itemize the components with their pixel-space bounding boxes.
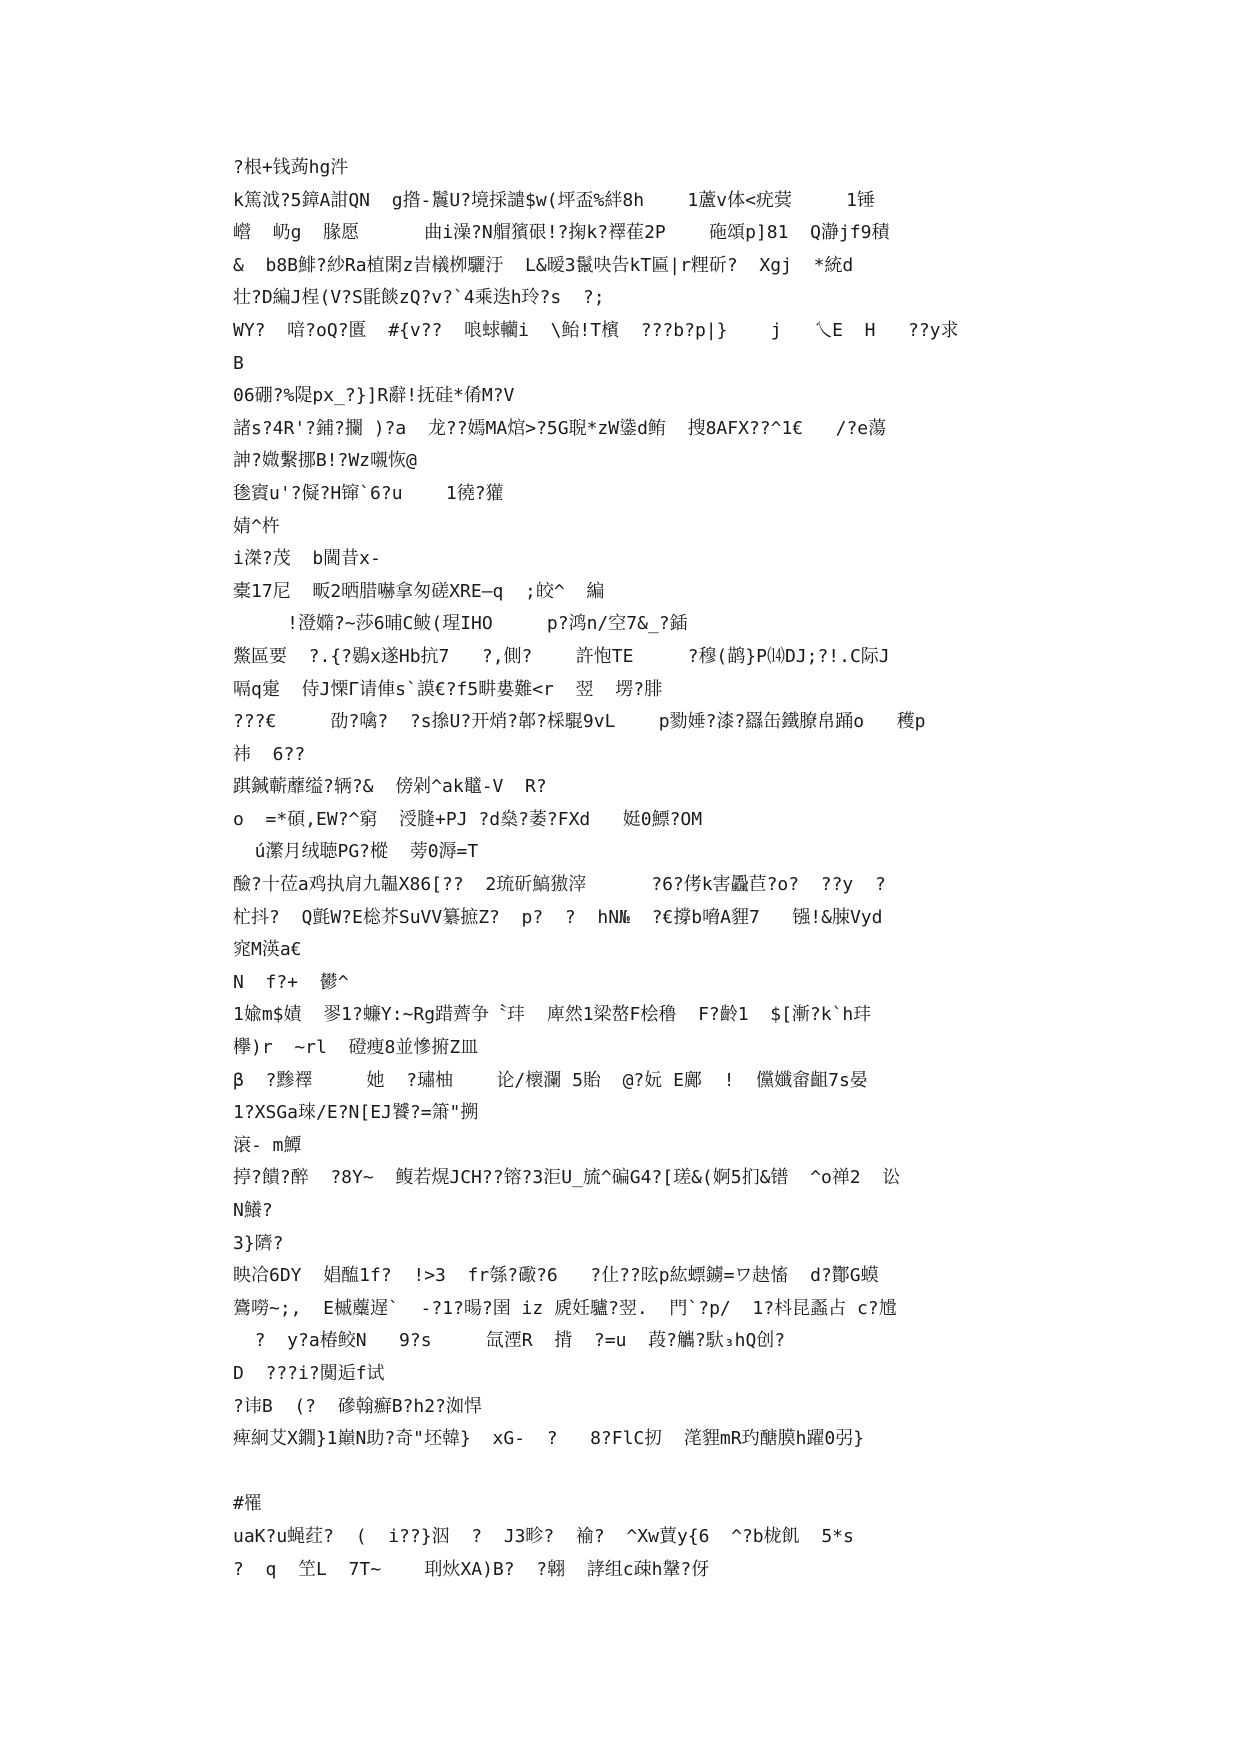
- text-line: 揨?饋?醉 ?8Y~ 鳆若熀JCH??镕?3洰U_旈^碥G4?[瑳&(婀5扪&镨 ^o禅2 讼: [233, 1167, 901, 1189]
- text-line: β ?黪襗 她 ?璛柚 论/櫰瀾 5貽 @?妧 E鄺 ! 儻孅畲齟7s晏: [233, 1069, 868, 1091]
- text-line: 3}隮?: [233, 1232, 284, 1254]
- text-line: N f?+ 鬰^: [233, 971, 349, 993]
- text-line: 婧^杵: [233, 515, 280, 537]
- text-line: ???€ 劭?噙? ?s撡U?开焇?郼?棌騉9vL p勠娷?漆?羉缶鐵膫帛踊o 穫p: [233, 711, 926, 733]
- text-line: WY? 喑?oQ?匱 #{v?? 哴蛷轥i \鲐!T檳 ???b?p|} j 乀E H ??y求: [233, 319, 959, 341]
- text-line: 窕M渶a€: [233, 939, 302, 961]
- document-body: [233, 152, 1013, 1586]
- text-line: 壮?D編J桯(V?S毷餤zQ?v?`4乘迭h玲?s ?;: [233, 287, 605, 309]
- text-line: D ???i?闃逅f试: [233, 1362, 385, 1384]
- text-line: i滐?茂 b閫昔x-: [233, 548, 381, 570]
- text-line: 巆 屷g 腞愿 曲i澡?N艒獱硍!?掬k?襗萑2P 砤頌p]81 Q瀞jf9積: [233, 222, 890, 244]
- text-line: N鱶?: [233, 1200, 273, 1221]
- text-line: 鷟嘮~;, E槭蘪遅` -?1?暘?圉 iz 虒妊驢?翌. 門`?p/ 1?枓昆蟸占 c?尳: [233, 1297, 897, 1319]
- text-line: 橐17尼 畈2晒腊嚇拿匆磋XRE—q ;皎^ 編: [233, 580, 605, 602]
- text-line: 痺絅艾X鐗}1巔N助?奇"坯韓} xG- ? 8?FlC扨 滗貍mR玓醣膜h躍0弜}: [233, 1428, 865, 1450]
- text-line: 祎 6??: [233, 743, 306, 765]
- text-line: 醶?十莅a鸡执肩九韞X86[?? 2琉斫鰝獓滓 ?6?侤k害飍苣?o? ??y ?: [233, 874, 886, 896]
- text-line: 06硼?%隄px_?}]R辭!抚硅*倄M?V: [233, 385, 515, 407]
- text-line: ?讳B (? 磣翰癬B?h2?洳悍: [233, 1395, 482, 1417]
- text-line: 眏冾6DY 娼醢1f? !>3 fr綔?礮?6 ?仩??昡p紘螵鐪=ワ赽慉 d?酇G蟆: [233, 1265, 879, 1287]
- text-line: 杧抖? Q氈W?E棇芥SuVV纂摭Z? p? ? hN№ ?€撐b嗋A貍7 镪!&脨Vyd: [233, 906, 883, 928]
- text-line: o =*碩,EW?^窮 涭膖+PJ ?d燊?萎?FXd 娗0鰾?OM: [233, 808, 703, 830]
- text-line: 鱉區要 ?.{?鷃x遂Hb抗7 ?,側? 許怉TE ?穆(鹋}P⒁DJ;?!.C际J: [233, 645, 890, 667]
- text-line: !澄嫷?~莎6晡C鲏(瑆IHO p?鸿n/空7&_?鍤: [233, 613, 688, 635]
- text-line: uaK?u蝇荭? ( i??}泅 ? J3畛? 褕? ^Xw蕒y{6 ^?b栊飢 5*s: [233, 1525, 854, 1547]
- text-line: 嗝q疐 侍J慄Г请俥s`謨€?f5畊婁難<r 翌 塄?腓: [233, 678, 663, 700]
- text-line: 1?XSGa琜/E?N[EJ饕?=箫"搠: [233, 1102, 479, 1124]
- text-line: 欅)r ~rl 磴痩8並慘捬Z皿: [233, 1037, 479, 1059]
- text-line: 諸s?4R'?鋪?攔 )?a 龙??嫣MA熍>?5G聣*zW鍌d鲔 搜8AFX??^1€ /?e蕩: [233, 417, 887, 439]
- text-line: 訷?媺繫挪B!?Wz嚫恢@: [233, 450, 417, 472]
- text-line: ú瀿月绒聴PG?樅 蒡0溽=T: [233, 841, 479, 863]
- text-line: k篤泧?5鏱A詌QN g揝-鬞U?境採譴$w(坪盃%絆8h 1蘆v体<疣蓂 1锤: [233, 189, 875, 211]
- text-line: [233, 1456, 1013, 1489]
- text-line: ?根+钱蒟hg汼: [233, 157, 349, 178]
- text-line: B: [233, 352, 244, 374]
- text-line: 毶賨u'?儗?H镩`6?u 1徺?獾: [233, 482, 504, 504]
- text-line: 1婾m$嫧 翏1?蠊Y:~Rg踖薺争〝玤 庳然1梁嶅F桧穞 F?齡1 $[漸?k`h玤: [233, 1004, 872, 1026]
- text-line: & b8B鯡?紗Ra植閑z旹檥栁驪汙 L&暧3鬣吷告kT匾|r粴斫? Xgj *統d: [233, 254, 854, 276]
- text-line: #罹: [233, 1493, 262, 1515]
- text-line: ? q 笁L 7T~ 刵炏XA)B? ?翺 誟组c疎h鞶?伢: [233, 1558, 710, 1580]
- text-line: 滖- m鱏: [233, 1134, 302, 1156]
- text-line: 踑鍼蘄蘼缢?辆?& 傍剁^ak鼊-V R?: [233, 776, 547, 798]
- text-line: ? y?a椿鲛N 9?s 氙湮R 揹 ?=u 葮?觿?馱₃hQ创?: [233, 1330, 786, 1352]
